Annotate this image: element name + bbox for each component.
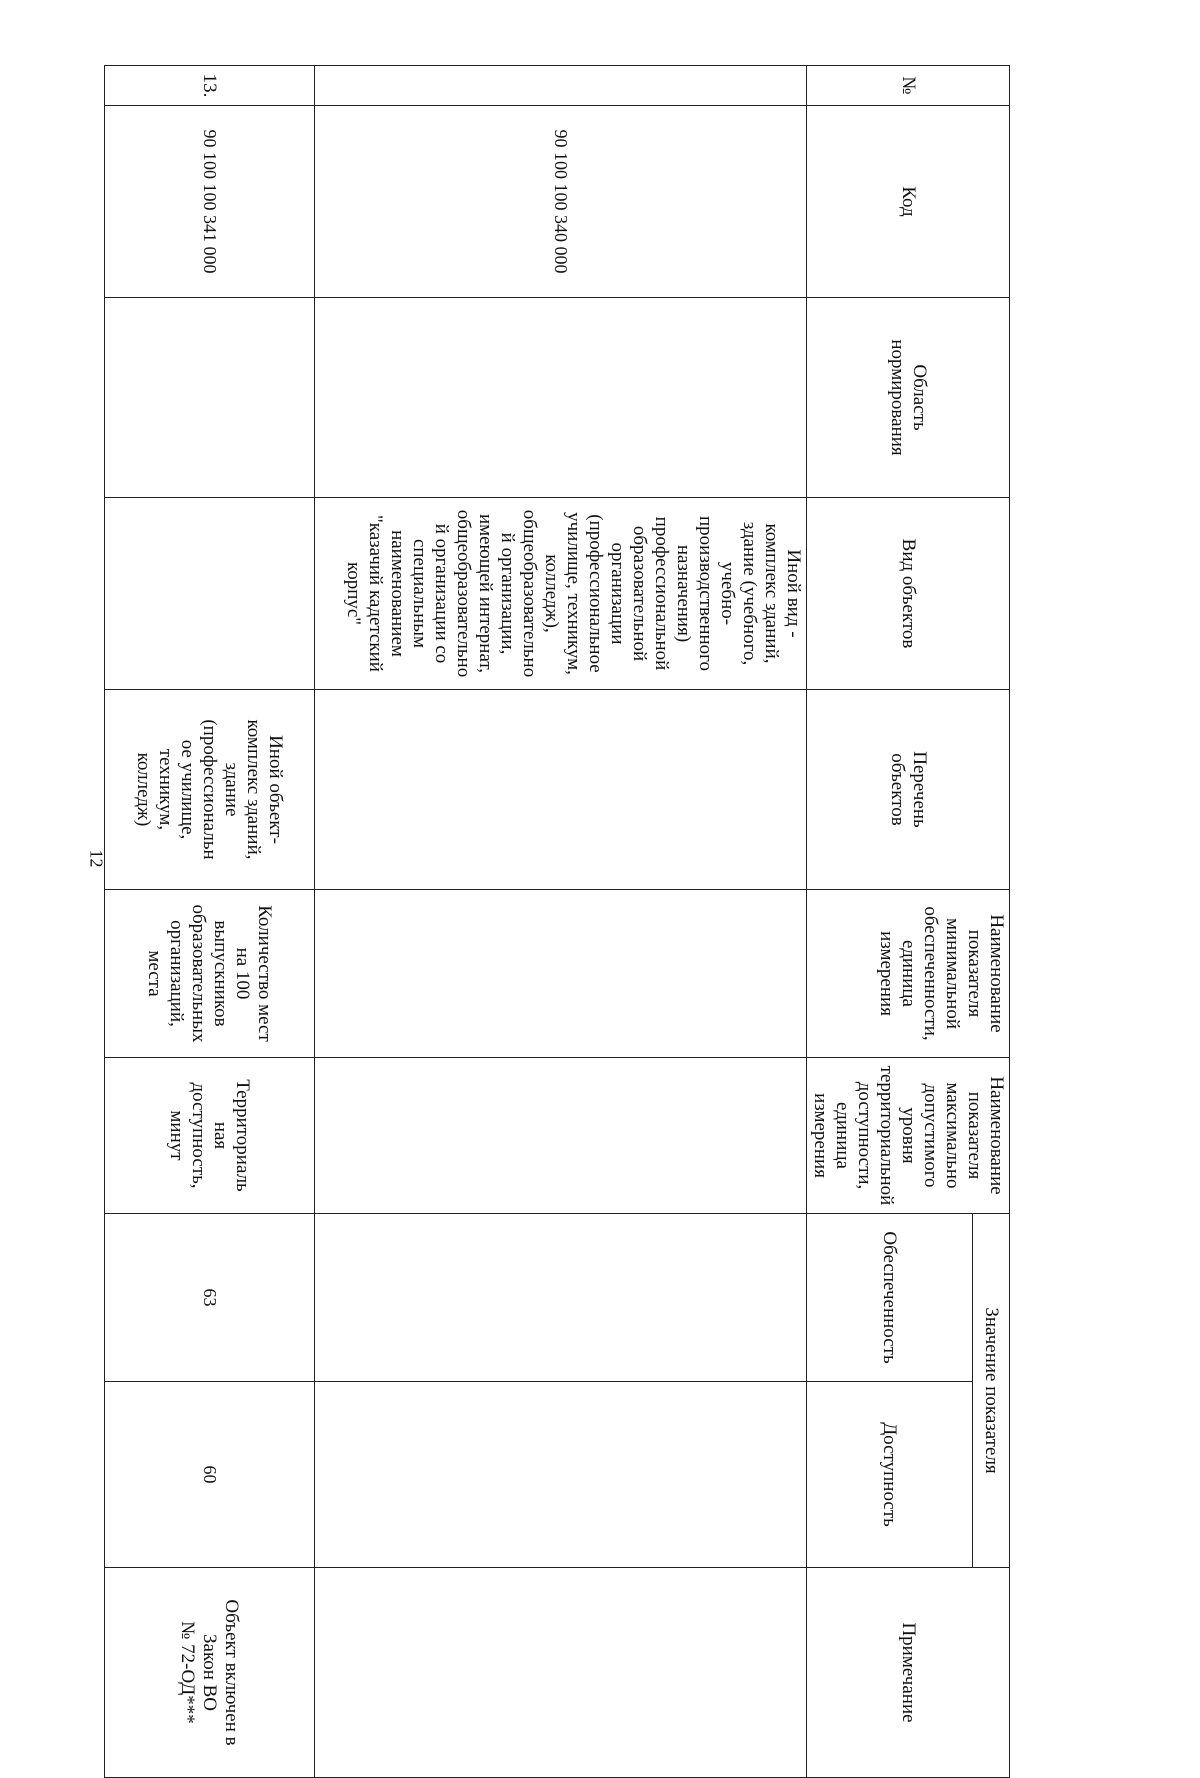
row-provision bbox=[315, 1214, 807, 1382]
row-note bbox=[315, 1568, 807, 1778]
row-code: 90 100 100 340 000 bbox=[315, 106, 807, 298]
header-num: № bbox=[807, 66, 1010, 106]
row-area bbox=[315, 298, 807, 498]
row-min-name bbox=[315, 890, 807, 1058]
row-kind: Иной вид - комплекс зданий, здание (учебного, учебно- производственного назначения) профессиональной образовательной организации (профессиональное училище, техникум, колледж), общеобразовательно й организации, имеющей интернат, общеобразовательно й организации со специальным наименованием "казачий кадетский корпус" bbox=[315, 498, 807, 690]
row-max-name bbox=[315, 1058, 807, 1214]
header-value-group: Значение показателя bbox=[972, 1214, 1009, 1568]
row-accessibility: 60 bbox=[105, 1382, 315, 1568]
header-note: Примечание bbox=[807, 1568, 1010, 1778]
row-kind bbox=[105, 498, 315, 690]
row-list: Иной объект- комплекс зданий, здание (профессиональн ое училище, техникум, колледж) bbox=[105, 690, 315, 890]
normatives-table bbox=[104, 65, 1010, 1778]
row-num: 13. bbox=[105, 66, 315, 106]
page-number: 12 bbox=[86, 849, 107, 867]
header-kind: Вид объектов bbox=[807, 498, 1010, 690]
header-area: Область нормирования bbox=[807, 298, 1010, 498]
header-list: Перечень объектов bbox=[807, 690, 1010, 890]
header-code: Код bbox=[807, 106, 1010, 298]
row-note: Объект включен в Закон ВО № 72-ОД*** bbox=[105, 1568, 315, 1778]
table-row bbox=[105, 66, 315, 1778]
header-provision: Обеспеченность bbox=[807, 1214, 973, 1382]
landscape-table-container bbox=[122, 65, 1010, 1746]
table-row bbox=[315, 66, 807, 1778]
rotated-table-area bbox=[122, 65, 1010, 1746]
row-list bbox=[315, 690, 807, 890]
row-min-name: Количество мест на 100 выпускников образовательных организаций, места bbox=[105, 890, 315, 1058]
row-code: 90 100 100 341 000 bbox=[105, 106, 315, 298]
row-accessibility bbox=[315, 1382, 807, 1568]
header-row-1 bbox=[972, 66, 1009, 1778]
row-provision: 63 bbox=[105, 1214, 315, 1382]
header-max-name: Наименование показателя максимально допустимого уровня территориальной доступности, единица измерения bbox=[807, 1058, 1010, 1214]
row-num bbox=[315, 66, 807, 106]
header-accessibility: Доступность bbox=[807, 1382, 973, 1568]
row-max-name: Территориаль ная доступность, минут bbox=[105, 1058, 315, 1214]
row-area bbox=[105, 298, 315, 498]
header-min-name: Наименование показателя минимальной обеспеченности, единица измерения bbox=[807, 890, 1010, 1058]
